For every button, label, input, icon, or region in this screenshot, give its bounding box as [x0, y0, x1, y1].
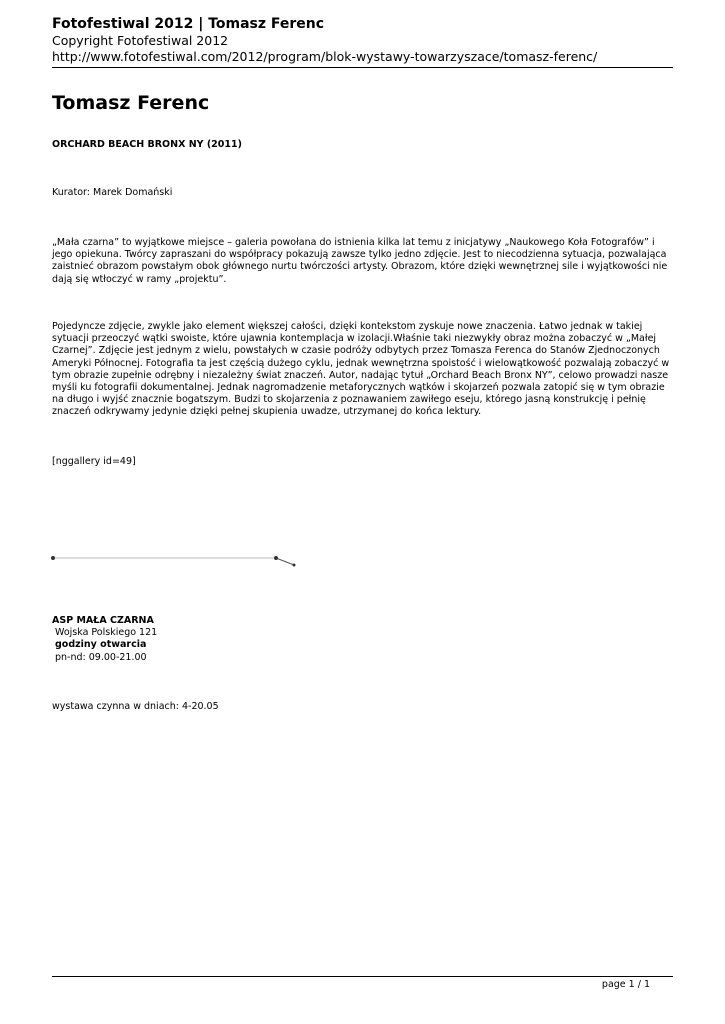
footer-divider [52, 976, 673, 977]
page-title: Tomasz Ferenc [52, 92, 210, 114]
venue-name: ASP MAŁA CZARNA [52, 615, 154, 626]
page-header [52, 15, 673, 65]
venue-info [52, 615, 157, 664]
opening-hours: pn-nd: 09.00-21.00 [55, 651, 147, 663]
venue-address: Wojska Polskiego 121 [55, 627, 158, 639]
gallery-shortcode: [nggallery id=49] [52, 456, 136, 467]
header-divider [52, 67, 673, 68]
paragraph-intro: „Mała czarna” to wyjątkowe miejsce – galeria powołana do istnienia kilka lat temu z inicjatywy „Naukowego Koła Fotografów” i jego opiekuna. Twórcy zapraszani do współpracy pokazują zawsze tylko jedno zdjęcie. Jest to niecodzienna sytuacja, pozwalająca zaistnieć obrazom powstałym obok głównego nurtu twórczości artysty. Obrazom, które dzięki wewnętrznej sile i wyjątkowości nie dają się wtłoczyć w ramy „projektu”. [52, 237, 668, 285]
opening-hours-label: godziny otwarcia [55, 639, 147, 651]
exhibition-dates: wystawa czynna w dniach: 4-20.05 [52, 701, 219, 712]
broken-image-lines [48, 550, 300, 570]
paragraph-description: Pojedyncze zdjęcie, zwykle jako element większej całości, dzięki kontekstom zyskuje nowe znaczenia. Łatwo jednak w takiej sytuacji przeoczyć wątki swoiste, które ujawnia kontemplacja w izolacji.Właśnie taki niezwykły obraz można zobaczyć w „Małej Czarnej”. Zdjęcie jest jednym z wielu, powstałych w czasie podróży odbytych przez Tomasza Ferenca do Stanów Zjednoczonych Ameryki Północnej. Fotografia ta jest częścią dużego cyklu, jednak wewnętrzna spoistość i wielowątkowość pozwalają zobaczyć w tym obrazie zupełnie odrębny i niezależny świat znaczeń. Autor, nadając tytuł „Orchard Beach Bronx NY”, celowo prowadzi nasze myśli ku fotografii dokumentalnej. Jednak nagromadzenie metaforycznych wątków i skojarzeń pozwala zatopić się w tym obrazie na długo i wyjść znacznie bogatszym. Budzi to skojarzenia z poznawaniem zawiłego eseju, którego jasną konstrukcję i pełnię znaczeń odkrywamy jedynie dzięki pełnej skupienia uwadze, utrzymanej do końca lektury. [52, 321, 670, 418]
exhibition-subtitle: ORCHARD BEACH BRONX NY (2011) [52, 139, 242, 150]
source-url: http://www.fotofestiwal.com/2012/program/blok-wystawy-towarzyszace/tomasz-ferenc/ [52, 49, 598, 64]
curator-line: Kurator: Marek Domański [52, 187, 173, 198]
site-title: Fotofestiwal 2012 | Tomasz Ferenc [52, 16, 325, 32]
copyright-line: Copyright Fotofestiwal 2012 [52, 33, 229, 48]
page-number: page 1 / 1 [601, 979, 650, 990]
